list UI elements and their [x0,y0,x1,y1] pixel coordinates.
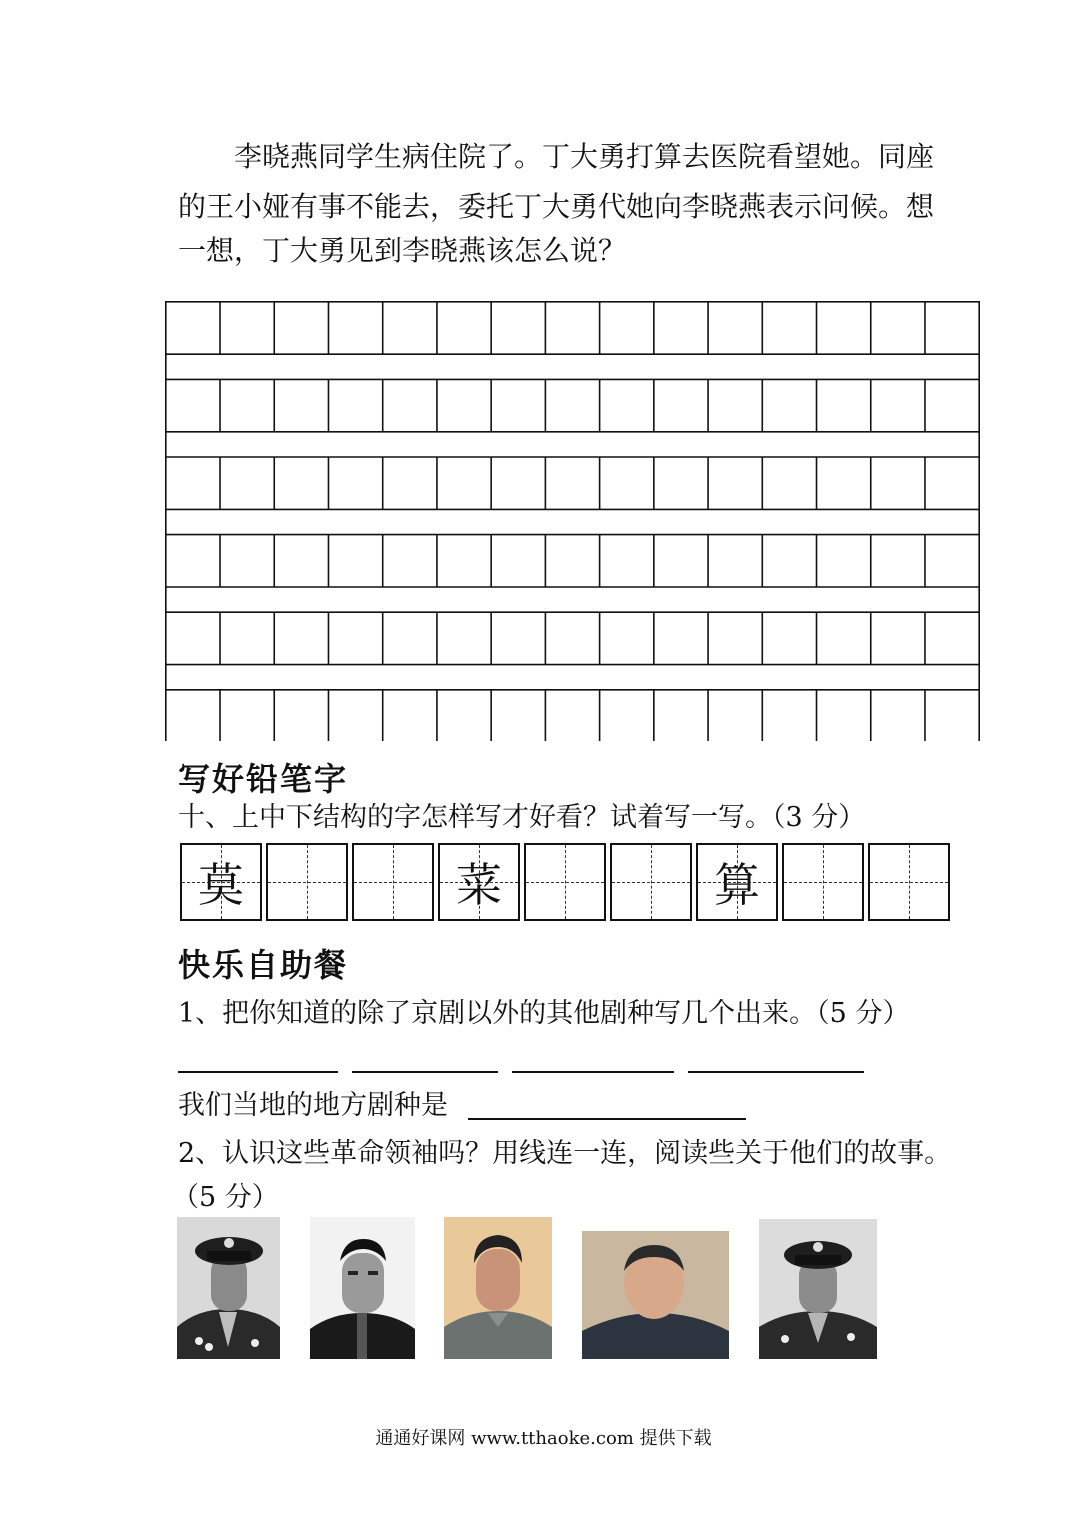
answer-blank-3[interactable] [512,1071,674,1073]
grid-border [166,302,979,741]
question-2-line-1: 2、认识这些革命领袖吗？用线连一连，阅读些关于他们的故事。 [178,1138,952,1169]
section-title-buffet: 快乐自助餐 [178,946,349,984]
passage-text-1: 李晓燕同学生病住院了。丁大勇打算去医院看望她。同座 [234,140,935,173]
practice-box[interactable] [266,843,348,921]
practice-box[interactable] [438,843,520,921]
character-practice-row [180,843,954,921]
answer-blank-1[interactable] [178,1071,338,1073]
question-ten: 十、上中下结构的字怎样写才好看？试着写一写。（3 分） [178,802,866,833]
local-opera-label: 我们当地的地方剧种是 [178,1090,448,1121]
passage-line-3: 一想，丁大勇见到李晓燕该怎么说？ [178,234,627,267]
practice-box[interactable] [524,843,606,921]
practice-box[interactable] [610,843,692,921]
model-character: 菜 [456,858,502,912]
portrait-photo-3 [444,1217,552,1359]
portrait-photo-2 [310,1217,415,1359]
answer-blank-4[interactable] [688,1071,864,1073]
passage-line-1 [178,132,978,182]
portrait-photo-1 [177,1217,280,1359]
writing-grid[interactable] [165,301,981,741]
page-footer: 通通好课网 www.tthaoke.com 提供下载 [375,1428,712,1449]
portrait-photo-5 [759,1219,877,1359]
practice-box[interactable] [180,843,262,921]
question-2-line-2: （5 分） [172,1182,279,1213]
model-character: 莫 [198,858,244,912]
answer-blank-2[interactable] [352,1071,498,1073]
practice-box[interactable] [352,843,434,921]
portrait-photo-4 [582,1231,729,1359]
question-1: 1、把你知道的除了京剧以外的其他剧种写几个出来。（5 分） [178,998,910,1029]
local-opera-blank[interactable] [468,1118,746,1120]
practice-box[interactable] [696,843,778,921]
practice-box[interactable] [782,843,864,921]
section-title-pencil: 写好铅笔字 [178,760,349,798]
model-character: 算 [714,858,760,912]
practice-box[interactable] [868,843,950,921]
passage-line-2: 的王小娅有事不能去，委托丁大勇代她向李晓燕表示问候。想 [178,190,935,223]
